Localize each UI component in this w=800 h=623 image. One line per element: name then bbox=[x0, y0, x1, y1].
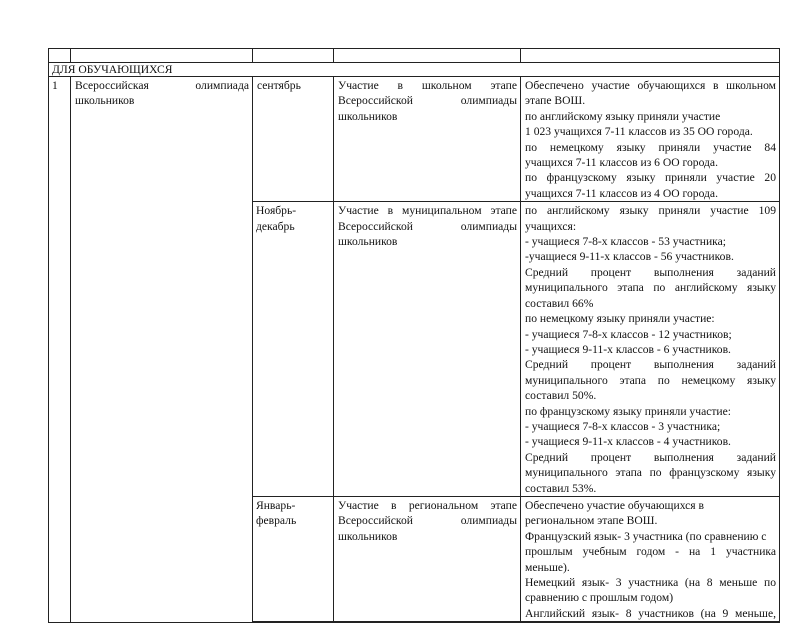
text-line: составил 50%. bbox=[525, 389, 597, 403]
result-cell bbox=[521, 202, 780, 497]
text-line: составил 66% bbox=[525, 296, 594, 310]
header-cell bbox=[71, 49, 253, 63]
text-line: прошлым учебным годом - на 1 участника bbox=[525, 545, 776, 559]
text-line: школьников bbox=[338, 235, 398, 249]
table-header-row bbox=[49, 49, 780, 63]
text-line: Всероссийской олимпиады bbox=[338, 514, 517, 528]
section-row bbox=[49, 63, 780, 77]
text-line: Участие в муниципальном этапе bbox=[338, 204, 517, 218]
text-line: Всероссийской олимпиады bbox=[338, 94, 517, 108]
text-line: учащихся: bbox=[525, 219, 577, 233]
text-line: по французскому языку приняли участие: bbox=[525, 404, 731, 418]
text-line: сравнению с прошлым годом) bbox=[525, 591, 674, 605]
olympiad-report-table bbox=[48, 48, 780, 623]
text-line: школьников bbox=[338, 529, 398, 543]
text-line: этапе ВОШ. bbox=[525, 94, 586, 108]
text-line: школьников bbox=[338, 109, 398, 123]
activity-cell bbox=[334, 496, 521, 622]
item-number: 1 bbox=[49, 77, 71, 623]
item-name bbox=[71, 77, 253, 623]
activity-cell bbox=[334, 77, 521, 202]
text-line: региональном этапе ВОШ. bbox=[525, 514, 658, 528]
text-line: Средний процент выполнения заданий bbox=[525, 450, 776, 464]
text-line: Средний процент выполнения заданий bbox=[525, 265, 776, 279]
text-line: Английский язык- 8 участников (на 9 меньше, bbox=[525, 606, 776, 620]
text-line: Обеспечено участие обучающихся в школьном bbox=[525, 79, 776, 92]
text-line: по английскому языку приняли участие 109 bbox=[525, 204, 776, 218]
result-cell bbox=[521, 496, 780, 622]
text-line: Обеспечено участие обучающихся в bbox=[525, 498, 705, 512]
text-line: -учащиеся 9-11-х классов - 56 участников. bbox=[525, 250, 734, 264]
text-line: 1 023 учащихся 7-11 классов из 35 ОО города. bbox=[525, 125, 753, 139]
header-cell bbox=[521, 49, 780, 63]
header-cell bbox=[49, 49, 71, 63]
period-cell bbox=[253, 77, 334, 202]
activity-cell bbox=[334, 202, 521, 497]
text-line: Участие в школьном этапе bbox=[338, 79, 517, 92]
text-line: - учащиеся 9-11-х классов - 6 участников. bbox=[525, 342, 731, 356]
text-line: учащихся 7-11 классов из 4 ОО города. bbox=[525, 186, 718, 200]
text-line: Всероссийская олимпиада bbox=[75, 79, 249, 92]
section-title: ДЛЯ ОБУЧАЮЩИХСЯ bbox=[49, 63, 780, 77]
text-line: школьников bbox=[75, 94, 135, 108]
text-line: составил 53%. bbox=[525, 481, 597, 495]
result-cell bbox=[521, 77, 780, 202]
text-line: по французскому языку приняли участие 20 bbox=[525, 171, 776, 185]
text-line: - учащиеся 7-8-х классов - 53 участника; bbox=[525, 235, 726, 249]
text-line: по немецкому языку приняли участие: bbox=[525, 312, 715, 326]
header-cell bbox=[334, 49, 521, 63]
text-line: сентябрь bbox=[257, 79, 301, 92]
text-line: декабрь bbox=[256, 219, 295, 233]
text-line: Ноябрь- bbox=[256, 204, 297, 218]
text-line: муниципального этапа по английскому языку bbox=[525, 281, 776, 295]
text-line: Средний процент выполнения заданий bbox=[525, 358, 776, 372]
text-line: Январь- bbox=[256, 498, 296, 512]
text-line: февраль bbox=[256, 514, 297, 528]
text-line: по английскому языку приняли участие bbox=[525, 109, 721, 123]
text-line: муниципального этапа по французскому языку bbox=[525, 466, 776, 480]
period-cell bbox=[253, 496, 334, 622]
table-row bbox=[49, 77, 780, 202]
text-line: - учащиеся 9-11-х классов - 4 участников. bbox=[525, 435, 731, 449]
header-cell bbox=[253, 49, 334, 63]
text-line: меньше). bbox=[525, 560, 570, 574]
text-line: муниципального этапа по немецкому языку bbox=[525, 373, 776, 387]
period-cell bbox=[253, 202, 334, 497]
text-line: Немецкий язык- 3 участника (на 8 меньше по bbox=[525, 576, 776, 589]
text-line: - учащиеся 7-8-х классов - 3 участника; bbox=[525, 419, 721, 433]
text-line: - учащиеся 7-8-х классов - 12 участников; bbox=[525, 327, 732, 341]
text-line: Французский язык- 3 участника (по сравнению с bbox=[525, 529, 767, 543]
text-line: учащихся 7-11 классов из 6 ОО города. bbox=[525, 156, 718, 170]
text-line: Участие в региональном этапе bbox=[338, 498, 517, 512]
text-line: по немецкому языку приняли участие 84 bbox=[525, 140, 776, 154]
text-line: Всероссийской олимпиады bbox=[338, 219, 517, 233]
